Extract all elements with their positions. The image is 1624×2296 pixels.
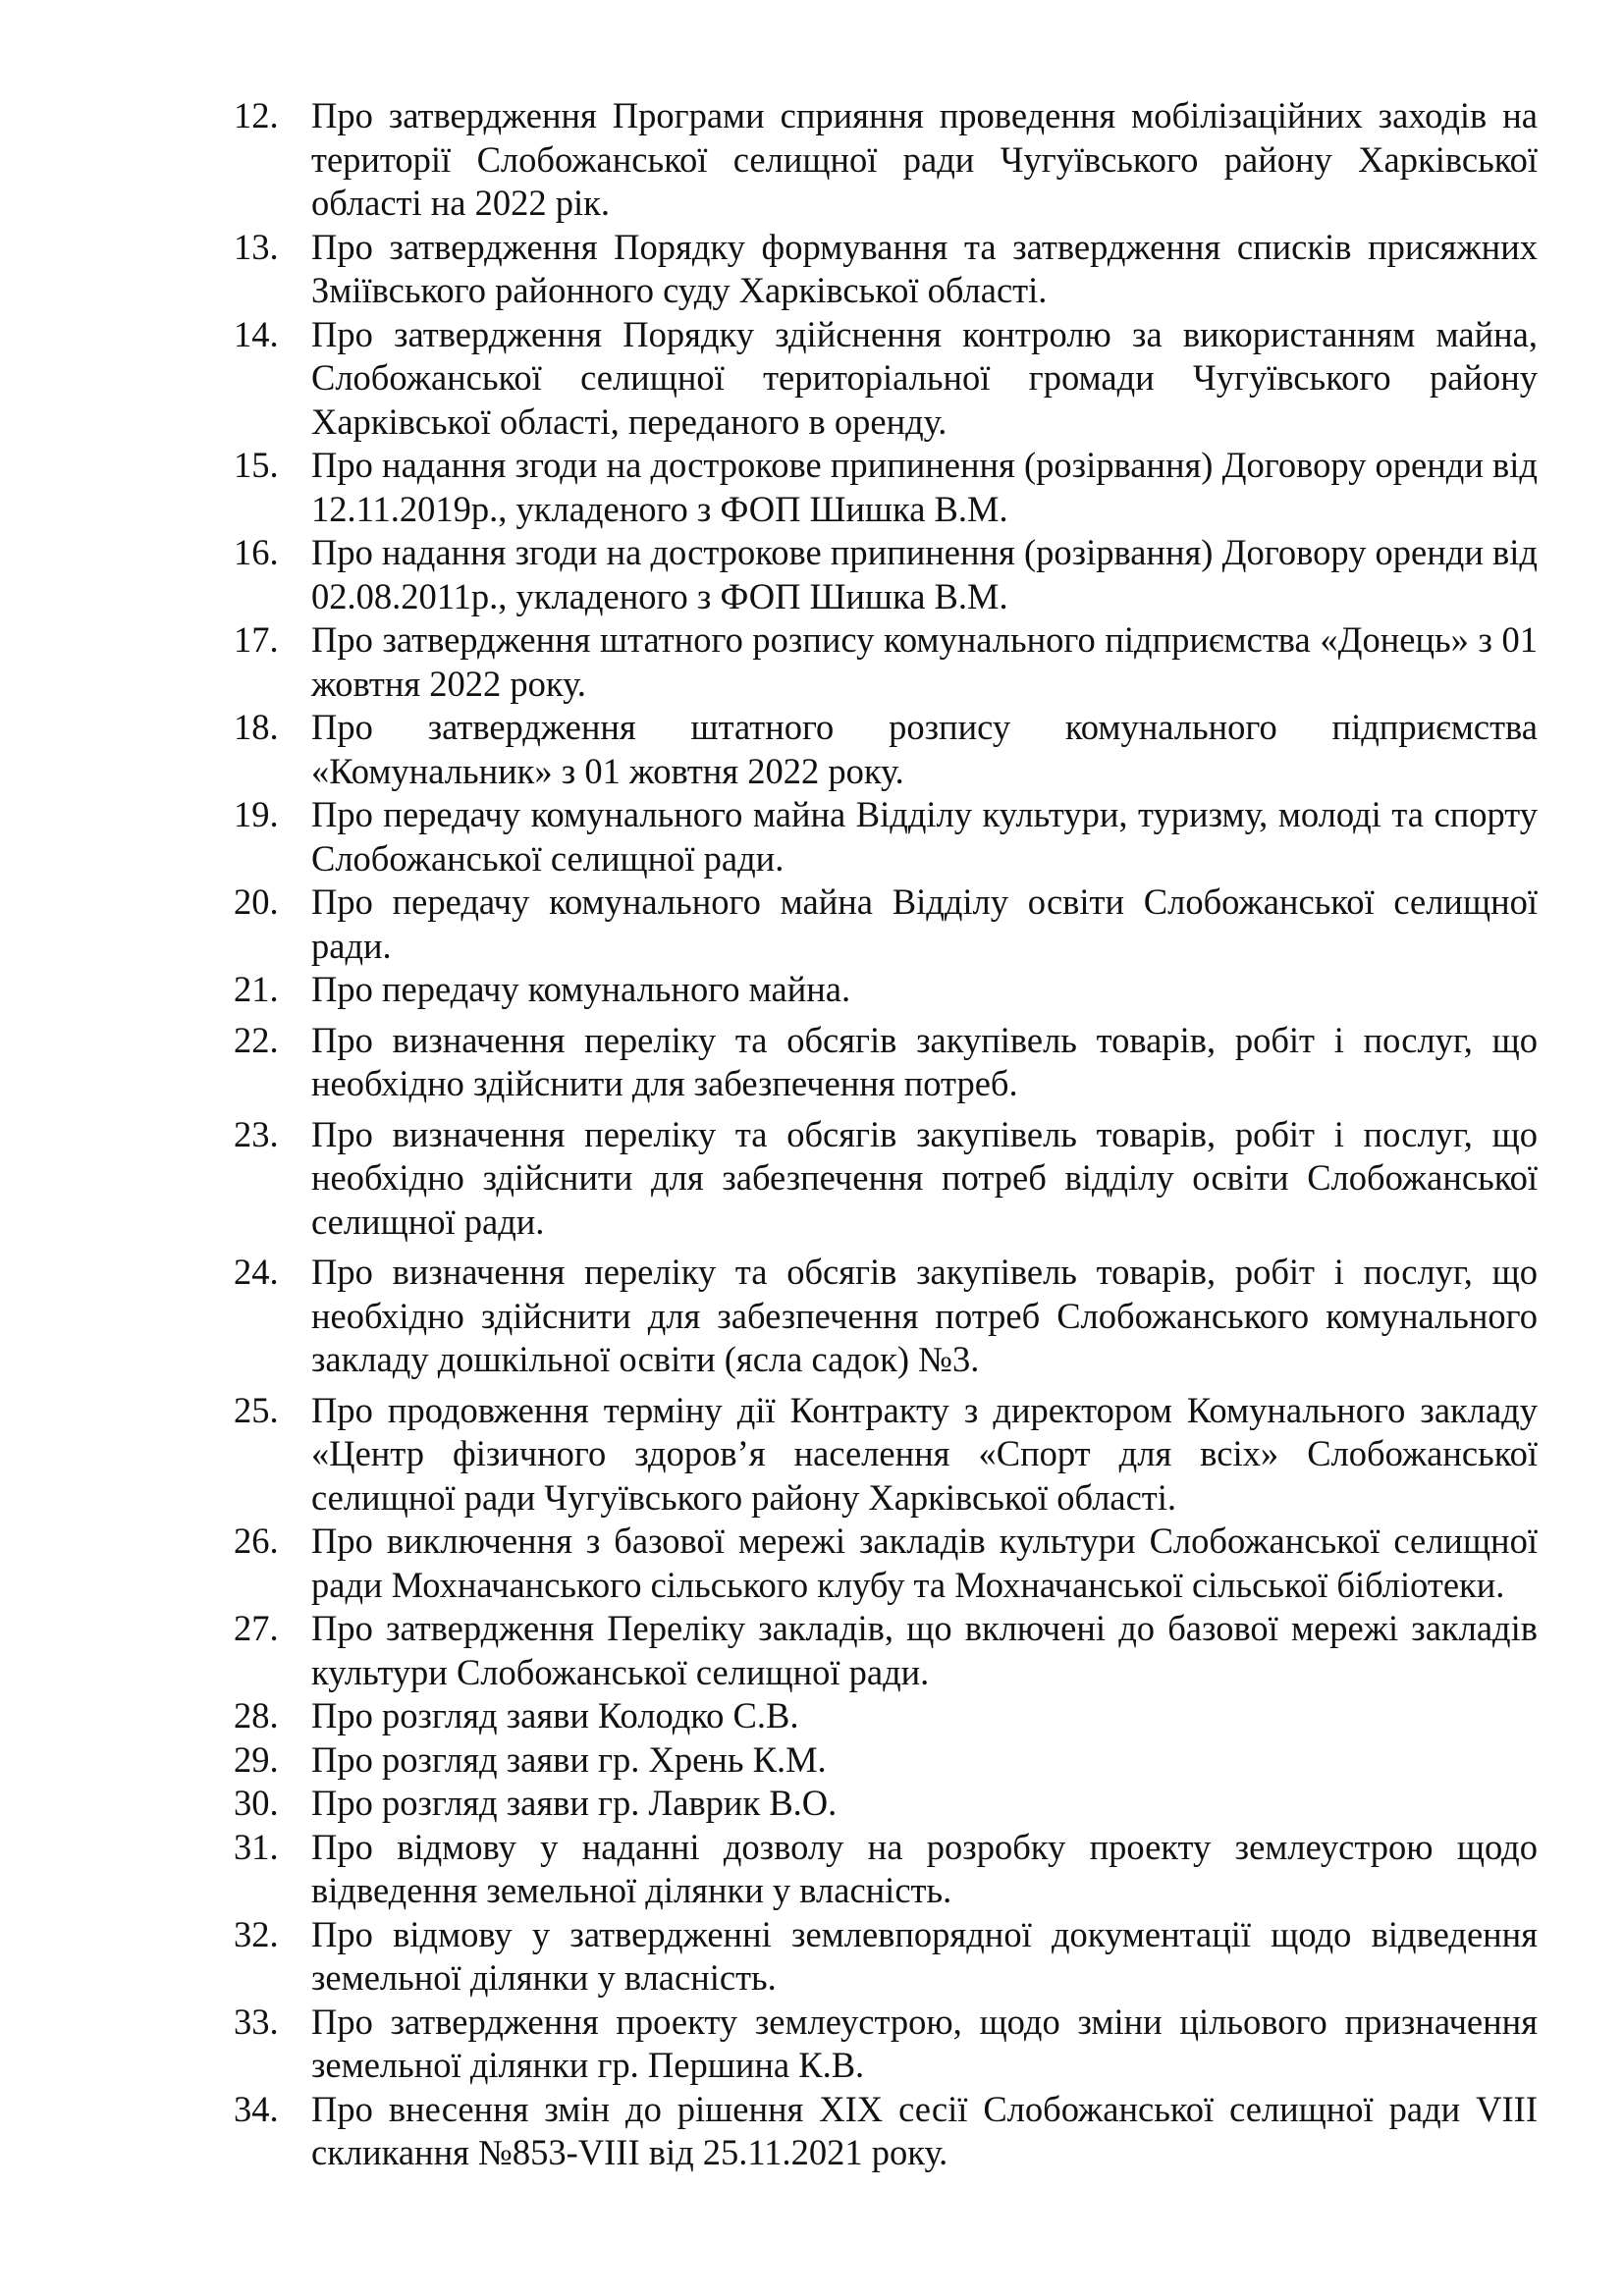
agenda-item-20 <box>234 881 1549 968</box>
agenda-item-number: 12. <box>234 95 279 135</box>
agenda-item-number: 32. <box>234 1913 279 1954</box>
agenda-item-16 <box>234 531 1549 618</box>
agenda-item-23 <box>234 1113 1549 1245</box>
agenda-item-number: 15. <box>234 445 279 485</box>
agenda-item-number: 21. <box>234 969 279 1009</box>
agenda-item-22 <box>234 1019 1549 1106</box>
agenda-item-number: 34. <box>234 2088 279 2129</box>
agenda-list <box>234 94 1549 2175</box>
agenda-item-number: 16. <box>234 532 279 572</box>
agenda-item-26 <box>234 1520 1549 1607</box>
agenda-item-text: Про визначення переліку та обсягів закупівель товарів, робіт і послуг, що необхідно здійснити для забезпечення потреб Слобожанського комунального закладу дошкільної освіти (ясла садок) №3. <box>311 1252 1538 1379</box>
agenda-item-17 <box>234 618 1549 706</box>
agenda-item-number: 22. <box>234 1019 279 1060</box>
agenda-item-number: 29. <box>234 1738 279 1780</box>
agenda-item-text: Про відмову у затвердженні землевпорядної документації щодо відведення земельної ділянки у власність. <box>311 1913 1538 1998</box>
agenda-item-text: Про надання згоди на дострокове припинення (розірвання) Договору оренди від 02.08.2011р., укладеного з ФОП Шишка В.М. <box>311 532 1538 616</box>
agenda-item-number: 28. <box>234 1695 279 1735</box>
agenda-item-number: 18. <box>234 707 279 747</box>
agenda-item-number: 13. <box>234 226 279 267</box>
agenda-item-number: 33. <box>234 2001 279 2042</box>
agenda-item-14 <box>234 313 1549 445</box>
agenda-item-32 <box>234 1913 1549 2001</box>
agenda-item-text: Про передачу комунального майна Відділу культури, туризму, молоді та спорту Слобожанської селищної ради. <box>311 794 1538 879</box>
agenda-item-text: Про надання згоди на дострокове припинення (розірвання) Договору оренди від 12.11.2019р., укладеного з ФОП Шишка В.М. <box>311 445 1538 529</box>
agenda-item-text: Про передачу комунального майна Відділу освіти Слобожанської селищної ради. <box>311 881 1538 966</box>
agenda-item-25 <box>234 1389 1549 1521</box>
agenda-item-18 <box>234 706 1549 793</box>
agenda-item-number: 26. <box>234 1521 279 1561</box>
agenda-item-30 <box>234 1782 1549 1826</box>
agenda-item-text: Про передачу комунального майна. <box>311 969 851 1009</box>
agenda-item-text: Про затвердження Порядку здійснення контролю за використанням майна, Слобожанської селищної територіальної громади Чугуївського району Харківської області, переданого в оренду. <box>311 313 1538 442</box>
agenda-item-text: Про відмову у наданні дозволу на розробку проекту землеустрою щодо відведення земельної ділянки у власність. <box>311 1826 1538 1910</box>
agenda-item-number: 24. <box>234 1252 279 1292</box>
agenda-item-number: 30. <box>234 1783 279 1823</box>
agenda-item-text: Про визначення переліку та обсягів закупівель товарів, робіт і послуг, що необхідно здійснити для забезпечення потреб відділу освіти Слобожанської селищної ради. <box>311 1113 1538 1242</box>
agenda-item-number: 25. <box>234 1389 279 1430</box>
agenda-item-text: Про розгляд заяви гр. Лаврик В.О. <box>311 1783 838 1823</box>
agenda-item-21 <box>234 968 1549 1012</box>
agenda-item-13 <box>234 226 1549 313</box>
agenda-item-text: Про затвердження Порядку формування та затвердження списків присяжних Зміївського районного суду Харківської області. <box>311 226 1538 310</box>
agenda-item-33 <box>234 2001 1549 2088</box>
agenda-item-number: 23. <box>234 1113 279 1154</box>
agenda-item-text: Про затвердження штатного розпису комунального підприємства «Донець» з 01 жовтня 2022 року. <box>311 619 1538 704</box>
agenda-item-text: Про виключення з базової мережі закладів культури Слобожанської селищної ради Мохначанського сільського клубу та Мохначанської сільської бібліотеки. <box>311 1521 1538 1605</box>
agenda-item-12 <box>234 94 1549 226</box>
agenda-item-text: Про затвердження проекту землеустрою, щодо зміни цільового призначення земельної ділянки гр. Першина К.В. <box>311 2001 1538 2085</box>
agenda-item-text: Про внесення змін до рішення XIX сесії Слобожанської селищної ради VIII скликання №853-VIII від 25.11.2021 року. <box>311 2088 1538 2172</box>
agenda-item-number: 20. <box>234 881 279 922</box>
agenda-item-text: Про продовження терміну дії Контракту з директором Комунального закладу «Центр фізичного здоров’я населення «Спорт для всіх» Слобожанської селищної ради Чугуївського району Харківської області. <box>311 1389 1538 1518</box>
agenda-item-number: 27. <box>234 1608 279 1648</box>
agenda-item-text: Про затвердження Переліку закладів, що включені до базової мережі закладів культури Слобожанської селищної ради. <box>311 1608 1538 1692</box>
agenda-item-number: 31. <box>234 1826 279 1867</box>
agenda-item-text: Про розгляд заяви Колодко С.В. <box>311 1695 799 1735</box>
agenda-item-19 <box>234 793 1549 881</box>
agenda-item-28 <box>234 1694 1549 1738</box>
agenda-item-text: Про затвердження Програми сприяння проведення мобілізаційних заходів на території Слобожанської селищної ради Чугуївського району Харківської області на 2022 рік. <box>311 95 1538 223</box>
agenda-item-15 <box>234 444 1549 531</box>
agenda-item-31 <box>234 1826 1549 1913</box>
agenda-item-number: 17. <box>234 619 279 660</box>
agenda-item-24 <box>234 1251 1549 1382</box>
agenda-item-text: Про розгляд заяви гр. Хрень К.М. <box>311 1738 827 1780</box>
agenda-item-number: 19. <box>234 794 279 834</box>
agenda-item-27 <box>234 1607 1549 1694</box>
agenda-item-text: Про визначення переліку та обсягів закупівель товарів, робіт і послуг, що необхідно здійснити для забезпечення потреб. <box>311 1019 1538 1103</box>
agenda-item-34 <box>234 2088 1549 2175</box>
agenda-item-text: Про затвердження штатного розпису комунального підприємства «Комунальник» з 01 жовтня 2022 року. <box>311 707 1538 791</box>
agenda-item-number: 14. <box>234 313 279 354</box>
agenda-item-29 <box>234 1738 1549 1783</box>
